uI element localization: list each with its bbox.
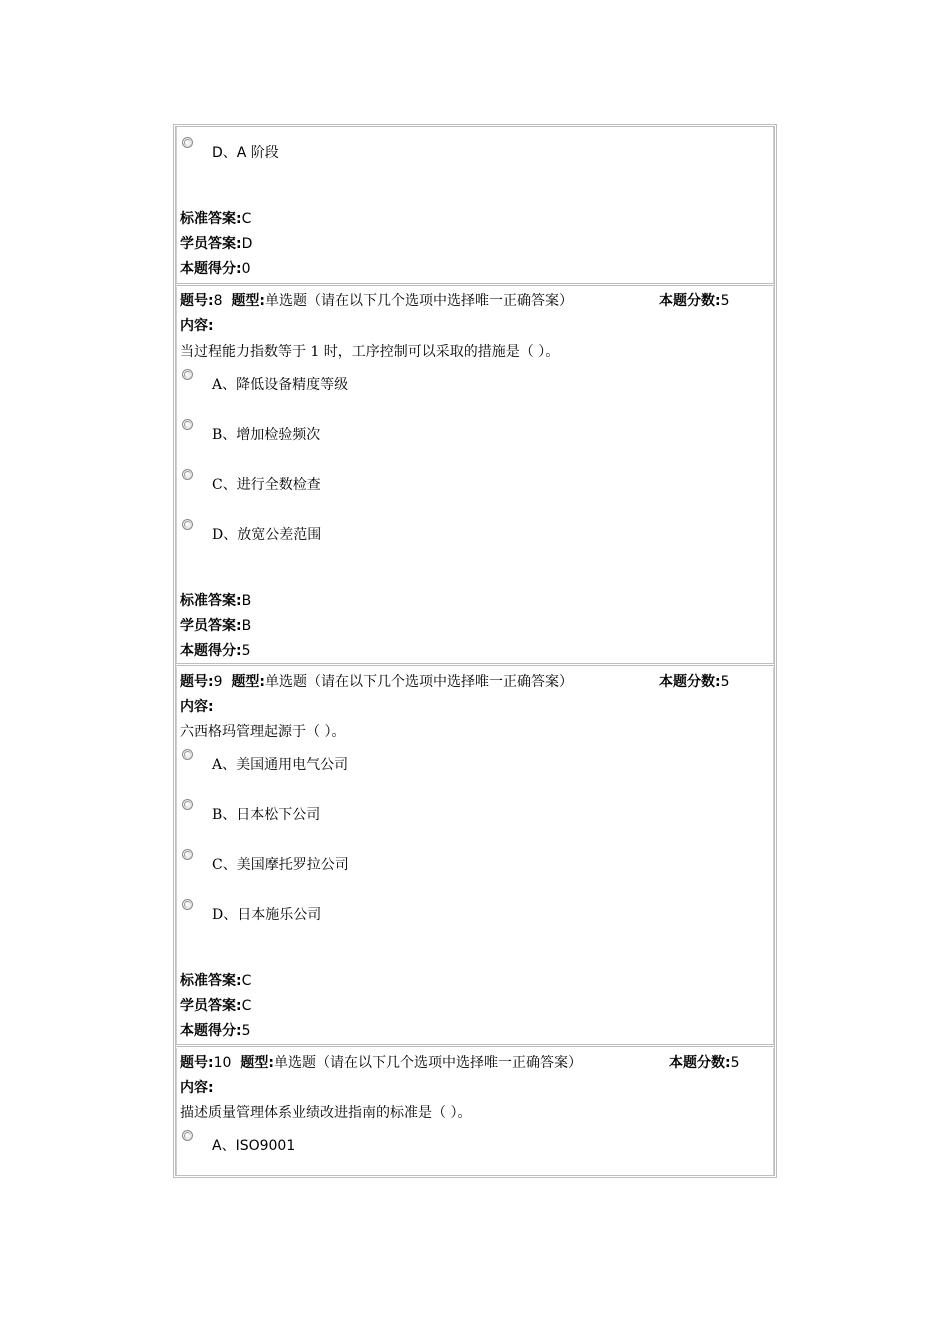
option-d-label: D、A 阶段 [212, 145, 279, 161]
question-header: 题号:8 题型:单选题（请在以下几个选项中选择唯一正确答案） [180, 293, 574, 309]
radio-option-b[interactable] [182, 419, 193, 430]
question-header: 题号:9 题型:单选题（请在以下几个选项中选择唯一正确答案） [180, 674, 574, 690]
score-got-row: 本题得分:0 [180, 261, 251, 277]
content-label: 内容: [180, 1080, 214, 1096]
question-stem: 六西格玛管理起源于（ ）。 [180, 724, 346, 740]
question-score-total: 本题分数:5 [659, 674, 730, 690]
question-score-total: 本题分数:5 [669, 1055, 740, 1071]
question-8-block [176, 287, 774, 663]
question-stem: 当过程能力指数等于 1 时，工序控制可以采取的措施是（ ）。 [180, 344, 560, 360]
option-c-label: C、美国摩托罗拉公司 [212, 857, 349, 873]
content-label: 内容: [180, 699, 214, 715]
option-c-label: C、进行全数检查 [212, 477, 321, 493]
student-answer-row: 学员答案:D [180, 236, 253, 252]
question-7-block [176, 127, 774, 283]
radio-option-c[interactable] [182, 849, 193, 860]
std-answer-row: 标准答案:C [180, 211, 252, 227]
question-separator [176, 1044, 774, 1047]
student-answer-row: 学员答案:B [180, 618, 252, 634]
question-9-block [176, 667, 774, 1044]
option-a-label: A、ISO9001 [212, 1138, 296, 1154]
option-d-label: D、放宽公差范围 [212, 527, 322, 543]
option-b-label: B、日本松下公司 [212, 807, 321, 823]
student-answer-row: 学员答案:C [180, 998, 252, 1014]
radio-option-d[interactable] [182, 519, 193, 530]
radio-option-a[interactable] [182, 369, 193, 380]
option-d-label: D、日本施乐公司 [212, 907, 322, 923]
option-a-label: A、美国通用电气公司 [212, 757, 349, 773]
std-answer-row: 标准答案:B [180, 593, 252, 609]
question-separator [176, 663, 774, 666]
radio-option-a[interactable] [182, 1130, 193, 1141]
question-score-total: 本题分数:5 [659, 293, 730, 309]
radio-option-d[interactable] [182, 899, 193, 910]
exam-results-frame [173, 124, 777, 1178]
radio-option-b[interactable] [182, 799, 193, 810]
option-a-label: A、降低设备精度等级 [212, 377, 349, 393]
question-10-block [176, 1048, 774, 1175]
radio-option-c[interactable] [182, 469, 193, 480]
score-got-row: 本题得分:5 [180, 643, 251, 659]
question-separator [176, 283, 774, 286]
radio-option-d[interactable] [182, 137, 193, 148]
std-answer-row: 标准答案:C [180, 973, 252, 989]
option-b-label: B、增加检验频次 [212, 427, 321, 443]
question-stem: 描述质量管理体系业绩改进指南的标准是（ ）。 [180, 1105, 472, 1121]
radio-option-a[interactable] [182, 749, 193, 760]
content-label: 内容: [180, 318, 214, 334]
question-header: 题号:10 题型:单选题（请在以下几个选项中选择唯一正确答案） [180, 1055, 582, 1071]
score-got-row: 本题得分:5 [180, 1023, 251, 1039]
